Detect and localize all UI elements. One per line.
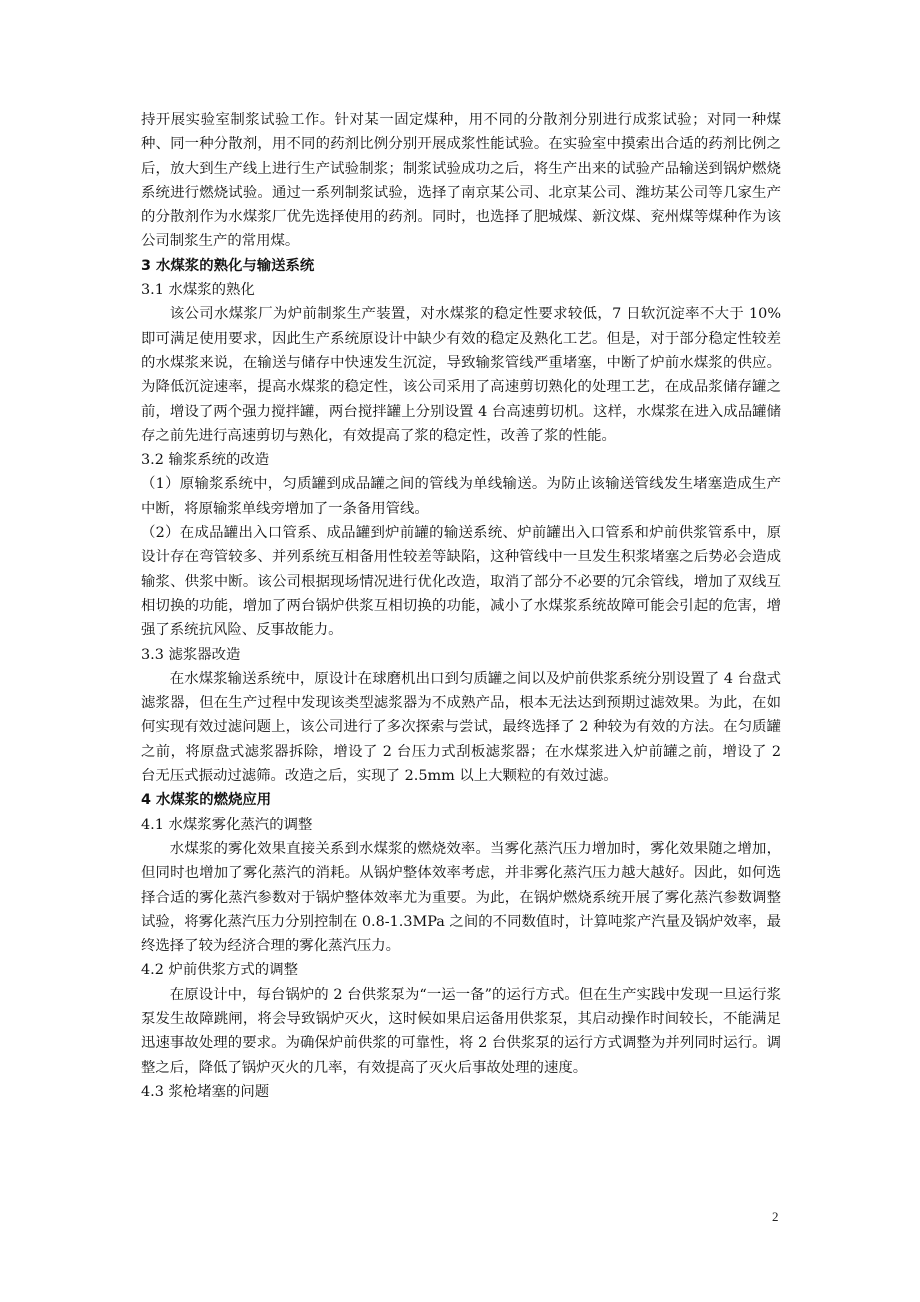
paragraph-4-1: 水煤浆的雾化效果直接关系到水煤浆的燃烧效率。当雾化蒸汽压力增加时，雾化效果随之增加，但同时也增加了雾化蒸汽的消耗。从锅炉整体效率考虑，并非雾化蒸汽压力越大越好。因此，如何选择合适的雾化蒸汽参数对于锅炉整体效率尤为重要。为此，在锅炉燃烧系统开展了雾化蒸汽参数调整试验，将雾化蒸汽压力分别控制在 0.8-1.3MPa 之间的不同数值时，计算吨浆产汽量及锅炉效率，最终选择了较为经济合理的雾化蒸汽压力。 [141, 840, 781, 955]
subsection-heading-4-2: 4.2 炉前供浆方式的调整 [141, 962, 298, 979]
page-number: 2 [772, 1209, 779, 1224]
paragraph-3-2-item-2: （2）在成品罐出入口管系、成品罐到炉前罐的输送系统、炉前罐出入口管系和炉前供浆管系中，原设计存在弯管较多、并列系统互相备用性较差等缺陷，这种管线中一旦发生积浆堵塞之后势必会造成输浆、供浆中断。该公司根据现场情况进行优化改造，取消了部分不必要的冗余管线，增加了双线互相切换的功能，增加了两台锅炉供浆互相切换的功能，减小了水煤浆系统故障可能会引起的危害，增强了系统抗风险、反事故能力。 [141, 525, 781, 639]
subsection-heading-4-1: 4.1 水煤浆雾化蒸汽的调整 [141, 816, 313, 833]
section-heading-3: 3 水煤浆的熟化与输送系统 [141, 257, 315, 274]
paragraph-3-2-item-1: （1）原输浆系统中，匀质罐到成品罐之间的管线为单线输送。为防止该输送管线发生堵塞造成生产中断，将原输浆单线旁增加了一条备用管线。 [141, 476, 781, 517]
subsection-heading-3-1: 3.1 水煤浆的熟化 [141, 282, 255, 299]
paragraph-continued: 持开展实验室制浆试验工作。针对某一固定煤种，用不同的分散剂分别进行成浆试验；对同一种煤种、同一种分散剂，用不同的药剂比例分别开展成浆性能试验。在实验室中摸索出合适的药剂比例之后，放大到生产线上进行生产试验制浆；制浆试验成功之后，将生产出来的试验产品输送到锅炉燃烧系统进行燃烧试验。通过一系列制浆试验，选择了南京某公司、北京某公司、潍坊某公司等几家生产的分散剂作为水煤浆厂优先选择使用的药剂。同时，也选择了肥城煤、新汶煤、兖州煤等煤种作为该公司制浆生产的常用煤。 [141, 112, 781, 250]
document-page [141, 108, 781, 1104]
subsection-heading-4-3: 4.3 浆枪堵塞的问题 [141, 1083, 270, 1100]
paragraph-4-2: 在原设计中，每台锅炉的 2 台供浆泵为“一运一备”的运行方式。但在生产实践中发现一旦运行浆泵发生故障跳闸，将会导致锅炉灭火，这时候如果启运备用供浆泵，其启动操作时间较长，不能满足迅速事故处理的要求。为确保炉前供浆的可靠性，将 2 台供浆泵的运行方式调整为并列同时运行。调整之后，降低了锅炉灭火的几率，有效提高了灭火后事故处理的速度。 [141, 986, 781, 1076]
paragraph-3-1: 该公司水煤浆厂为炉前制浆生产装置，对水煤浆的稳定性要求较低，7 日软沉淀率不大于 10%即可满足使用要求，因此生产系统原设计中缺少有效的稳定及熟化工艺。但是，对于部分稳定性较差的水煤浆来说，在输送与储存中快速发生沉淀，导致输浆管线严重堵塞，中断了炉前水煤浆的供应。为降低沉淀速率，提高水煤浆的稳定性，该公司采用了高速剪切熟化的处理工艺，在成品浆储存罐之前，增设了两个强力搅拌罐，两台搅拌罐上分别设置 4 台高速剪切机。这样，水煤浆在进入成品罐储存之前先进行高速剪切与熟化，有效提高了浆的稳定性，改善了浆的性能。 [141, 306, 781, 444]
subsection-heading-3-3: 3.3 滤浆器改造 [141, 646, 241, 663]
subsection-heading-3-2: 3.2 输浆系统的改造 [141, 452, 270, 469]
paragraph-3-3: 在水煤浆输送系统中，原设计在球磨机出口到匀质罐之间以及炉前供浆系统分别设置了 4 台盘式滤浆器，但在生产过程中发现该类型滤浆器为不成熟产品，根本无法达到预期过滤效果。为此，在如何实现有效过滤问题上，该公司进行了多次探索与尝试，最终选择了 2 种较为有效的方法。在匀质罐之前，将原盘式滤浆器拆除，增设了 2 台压力式刮板滤浆器；在水煤浆进入炉前罐之前，增设了 2 台无压式振动过滤筛。改造之后，实现了 2.5mm 以上大颗粒的有效过滤。 [141, 670, 781, 785]
section-heading-4: 4 水煤浆的燃烧应用 [141, 792, 272, 809]
